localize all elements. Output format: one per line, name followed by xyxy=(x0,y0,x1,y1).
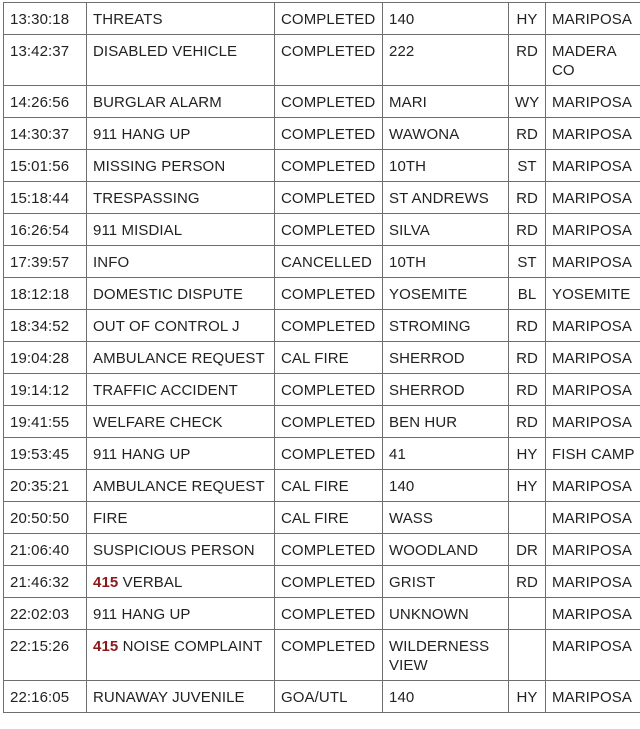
city-cell: MARIPOSA xyxy=(546,182,640,214)
table-row xyxy=(4,214,640,246)
call-time-cell: 19:14:12 xyxy=(4,374,87,406)
call-type-label: FIRE xyxy=(93,510,128,527)
street-cell: 10TH xyxy=(383,246,509,278)
call-time-cell: 13:30:18 xyxy=(4,3,87,35)
street-cell: 140 xyxy=(383,681,509,713)
call-type-cell xyxy=(87,35,275,86)
call-type-cell xyxy=(87,214,275,246)
call-type-label: 911 HANG UP xyxy=(93,126,191,143)
status-cell: COMPLETED xyxy=(275,566,383,598)
call-type-cell xyxy=(87,681,275,713)
table-row xyxy=(4,35,640,86)
call-type-label: MISSING PERSON xyxy=(93,158,225,175)
street-cell: STROMING xyxy=(383,310,509,342)
table-row xyxy=(4,86,640,118)
street-suffix-cell: HY xyxy=(509,438,546,470)
call-log-body xyxy=(4,3,640,713)
street-suffix-cell: WY xyxy=(509,86,546,118)
street-cell: SILVA xyxy=(383,214,509,246)
call-time-cell: 15:18:44 xyxy=(4,182,87,214)
city-cell: MARIPOSA xyxy=(546,566,640,598)
city-cell: MARIPOSA xyxy=(546,310,640,342)
status-cell: COMPLETED xyxy=(275,438,383,470)
table-row xyxy=(4,374,640,406)
call-type-cell xyxy=(87,470,275,502)
street-cell: 10TH xyxy=(383,150,509,182)
city-cell: MADERA CO xyxy=(546,35,640,86)
call-type-cell xyxy=(87,438,275,470)
street-cell: WILDERNESS VIEW xyxy=(383,630,509,681)
table-row xyxy=(4,150,640,182)
penal-code-label: 415 xyxy=(93,638,118,655)
call-time-cell: 21:46:32 xyxy=(4,566,87,598)
call-time-cell: 19:53:45 xyxy=(4,438,87,470)
street-suffix-cell: HY xyxy=(509,470,546,502)
call-time-cell: 19:04:28 xyxy=(4,342,87,374)
call-type-cell xyxy=(87,118,275,150)
street-suffix-cell: DR xyxy=(509,534,546,566)
call-type-cell xyxy=(87,630,275,681)
city-cell: MARIPOSA xyxy=(546,681,640,713)
call-type-label: AMBULANCE REQUEST xyxy=(93,478,265,495)
call-type-cell xyxy=(87,502,275,534)
status-cell: COMPLETED xyxy=(275,310,383,342)
street-cell: WASS xyxy=(383,502,509,534)
status-cell: COMPLETED xyxy=(275,598,383,630)
city-cell: MARIPOSA xyxy=(546,502,640,534)
status-cell: COMPLETED xyxy=(275,406,383,438)
call-type-cell xyxy=(87,374,275,406)
table-row xyxy=(4,566,640,598)
call-type-label: NOISE COMPLAINT xyxy=(123,638,263,655)
city-cell: MARIPOSA xyxy=(546,3,640,35)
call-type-label: DOMESTIC DISPUTE xyxy=(93,286,243,303)
status-cell: COMPLETED xyxy=(275,3,383,35)
table-row xyxy=(4,342,640,374)
call-time-cell: 22:02:03 xyxy=(4,598,87,630)
street-cell: 41 xyxy=(383,438,509,470)
street-suffix-cell xyxy=(509,630,546,681)
street-cell: BEN HUR xyxy=(383,406,509,438)
status-cell: CAL FIRE xyxy=(275,470,383,502)
call-type-cell xyxy=(87,246,275,278)
street-suffix-cell: RD xyxy=(509,35,546,86)
table-row xyxy=(4,182,640,214)
call-type-label: THREATS xyxy=(93,11,163,28)
street-suffix-cell: RD xyxy=(509,214,546,246)
call-type-cell xyxy=(87,182,275,214)
call-type-label: 911 HANG UP xyxy=(93,446,191,463)
city-cell: MARIPOSA xyxy=(546,214,640,246)
penal-code-label: 415 xyxy=(93,574,118,591)
call-time-cell: 20:50:50 xyxy=(4,502,87,534)
call-type-cell xyxy=(87,86,275,118)
call-type-cell xyxy=(87,150,275,182)
city-cell: MARIPOSA xyxy=(546,342,640,374)
street-suffix-cell: BL xyxy=(509,278,546,310)
street-suffix-cell: ST xyxy=(509,150,546,182)
status-cell: COMPLETED xyxy=(275,150,383,182)
call-time-cell: 15:01:56 xyxy=(4,150,87,182)
table-row xyxy=(4,246,640,278)
table-row xyxy=(4,470,640,502)
city-cell: MARIPOSA xyxy=(546,86,640,118)
street-cell: SHERROD xyxy=(383,374,509,406)
street-suffix-cell: RD xyxy=(509,310,546,342)
street-suffix-cell: RD xyxy=(509,566,546,598)
street-cell: MARI xyxy=(383,86,509,118)
call-log-table xyxy=(3,2,640,713)
call-type-label: TRAFFIC ACCIDENT xyxy=(93,382,238,399)
call-type-label: SUSPICIOUS PERSON xyxy=(93,542,255,559)
table-row xyxy=(4,534,640,566)
table-row xyxy=(4,406,640,438)
call-time-cell: 14:30:37 xyxy=(4,118,87,150)
street-cell: 140 xyxy=(383,3,509,35)
street-cell: 140 xyxy=(383,470,509,502)
call-type-cell xyxy=(87,3,275,35)
street-suffix-cell: RD xyxy=(509,374,546,406)
street-suffix-cell: RD xyxy=(509,182,546,214)
street-cell: YOSEMITE xyxy=(383,278,509,310)
call-time-cell: 21:06:40 xyxy=(4,534,87,566)
status-cell: COMPLETED xyxy=(275,214,383,246)
call-type-cell xyxy=(87,342,275,374)
call-time-cell: 13:42:37 xyxy=(4,35,87,86)
call-type-label: TRESPASSING xyxy=(93,190,200,207)
table-row xyxy=(4,502,640,534)
call-time-cell: 22:15:26 xyxy=(4,630,87,681)
status-cell: COMPLETED xyxy=(275,374,383,406)
street-cell: GRIST xyxy=(383,566,509,598)
call-time-cell: 18:12:18 xyxy=(4,278,87,310)
call-type-label: WELFARE CHECK xyxy=(93,414,223,431)
call-type-cell xyxy=(87,278,275,310)
table-row xyxy=(4,438,640,470)
street-suffix-cell: HY xyxy=(509,3,546,35)
status-cell: COMPLETED xyxy=(275,35,383,86)
table-row xyxy=(4,630,640,681)
table-row xyxy=(4,310,640,342)
table-row xyxy=(4,278,640,310)
street-cell: ST ANDREWS xyxy=(383,182,509,214)
street-suffix-cell: RD xyxy=(509,342,546,374)
call-type-cell xyxy=(87,566,275,598)
street-suffix-cell: RD xyxy=(509,406,546,438)
call-type-cell xyxy=(87,598,275,630)
call-time-cell: 19:41:55 xyxy=(4,406,87,438)
status-cell: COMPLETED xyxy=(275,118,383,150)
call-time-cell: 18:34:52 xyxy=(4,310,87,342)
status-cell: COMPLETED xyxy=(275,630,383,681)
status-cell: COMPLETED xyxy=(275,534,383,566)
call-type-cell xyxy=(87,534,275,566)
city-cell: MARIPOSA xyxy=(546,598,640,630)
call-type-label: RUNAWAY JUVENILE xyxy=(93,689,245,706)
city-cell: MARIPOSA xyxy=(546,406,640,438)
table-row xyxy=(4,118,640,150)
city-cell: YOSEMITE xyxy=(546,278,640,310)
status-cell: COMPLETED xyxy=(275,182,383,214)
city-cell: MARIPOSA xyxy=(546,246,640,278)
call-time-cell: 22:16:05 xyxy=(4,681,87,713)
status-cell: GOA/UTL xyxy=(275,681,383,713)
city-cell: FISH CAMP xyxy=(546,438,640,470)
street-suffix-cell: ST xyxy=(509,246,546,278)
city-cell: MARIPOSA xyxy=(546,630,640,681)
city-cell: MARIPOSA xyxy=(546,374,640,406)
street-suffix-cell xyxy=(509,598,546,630)
call-type-label: BURGLAR ALARM xyxy=(93,94,222,111)
street-cell: UNKNOWN xyxy=(383,598,509,630)
city-cell: MARIPOSA xyxy=(546,470,640,502)
status-cell: COMPLETED xyxy=(275,86,383,118)
call-type-label: 911 MISDIAL xyxy=(93,222,182,239)
call-type-label: VERBAL xyxy=(123,574,183,591)
call-type-cell xyxy=(87,310,275,342)
street-cell: 222 xyxy=(383,35,509,86)
street-cell: WOODLAND xyxy=(383,534,509,566)
call-time-cell: 20:35:21 xyxy=(4,470,87,502)
call-type-label: OUT OF CONTROL J xyxy=(93,318,240,335)
call-time-cell: 17:39:57 xyxy=(4,246,87,278)
street-cell: SHERROD xyxy=(383,342,509,374)
table-row xyxy=(4,3,640,35)
street-cell: WAWONA xyxy=(383,118,509,150)
status-cell: CANCELLED xyxy=(275,246,383,278)
table-row xyxy=(4,598,640,630)
status-cell: CAL FIRE xyxy=(275,502,383,534)
street-suffix-cell: HY xyxy=(509,681,546,713)
call-type-label: INFO xyxy=(93,254,129,271)
call-time-cell: 14:26:56 xyxy=(4,86,87,118)
city-cell: MARIPOSA xyxy=(546,118,640,150)
street-suffix-cell xyxy=(509,502,546,534)
city-cell: MARIPOSA xyxy=(546,534,640,566)
status-cell: CAL FIRE xyxy=(275,342,383,374)
call-type-label: 911 HANG UP xyxy=(93,606,191,623)
city-cell: MARIPOSA xyxy=(546,150,640,182)
table-row xyxy=(4,681,640,713)
call-type-label: DISABLED VEHICLE xyxy=(93,43,237,60)
call-time-cell: 16:26:54 xyxy=(4,214,87,246)
call-type-label: AMBULANCE REQUEST xyxy=(93,350,265,367)
street-suffix-cell: RD xyxy=(509,118,546,150)
call-type-cell xyxy=(87,406,275,438)
status-cell: COMPLETED xyxy=(275,278,383,310)
